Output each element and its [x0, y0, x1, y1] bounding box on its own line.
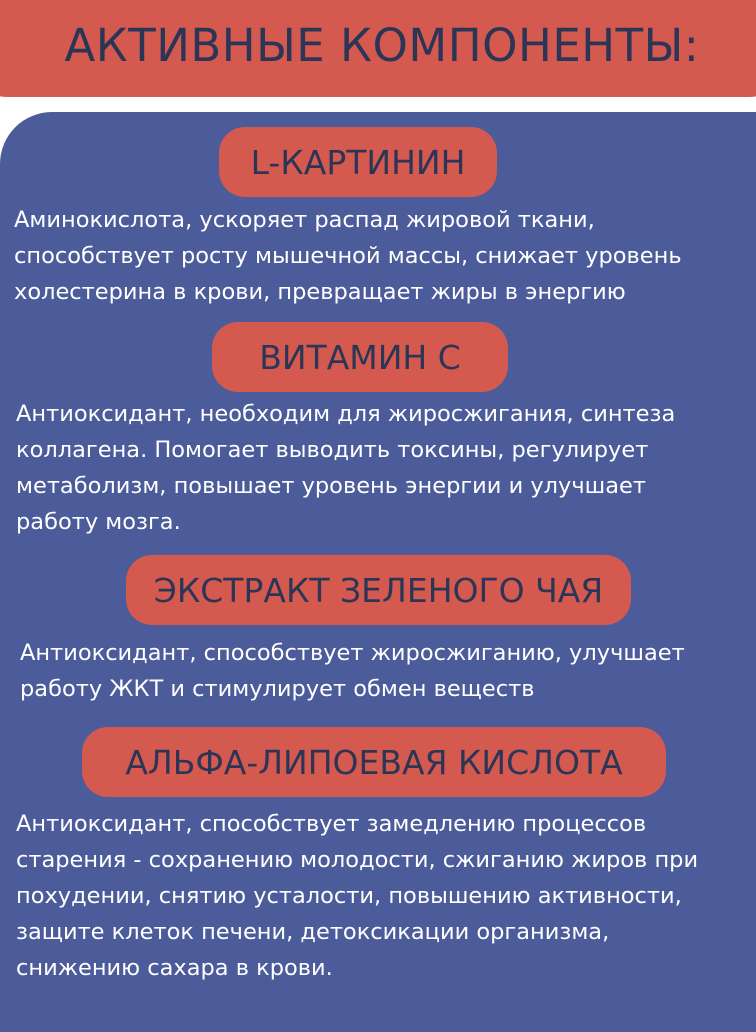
component-heading-label: ВИТАМИН С — [259, 337, 461, 377]
component-heading-label: ЭКСТРАКТ ЗЕЛЕНОГО ЧАЯ — [153, 570, 604, 610]
description-line: Аминокислота, ускоряет распад жировой ткани, — [14, 207, 595, 233]
component-description-alpha-lipoic-acid — [16, 806, 698, 986]
header-banner — [0, 0, 756, 97]
page-title: АКТИВНЫЕ КОМПОНЕНТЫ: — [64, 19, 700, 72]
description-line: метаболизм, повышает уровень энергии и улучшает — [16, 473, 646, 499]
description-line: защите клеток печени, детоксикации организма, — [16, 919, 610, 945]
component-heading-label: L-КАРТИНИН — [250, 142, 466, 182]
description-line: способствует росту мышечной массы, снижает уровень — [14, 243, 682, 269]
description-line: Антиоксидант, способствует замедлению процессов — [16, 811, 647, 837]
description-line: работу мозга. — [16, 509, 181, 535]
component-heading-label: АЛЬФА-ЛИПОЕВАЯ КИСЛОТА — [125, 742, 623, 782]
component-heading-l-carnitine — [219, 127, 497, 197]
component-description-vitamin-c — [16, 396, 675, 540]
component-heading-alpha-lipoic-acid — [82, 727, 666, 797]
description-line: Антиоксидант, способствует жиросжиганию, улучшает — [20, 640, 685, 666]
description-line: коллагена. Помогает выводить токсины, регулирует — [16, 437, 649, 463]
description-line: холестерина в крови, превращает жиры в энергию — [14, 279, 626, 305]
description-line: Антиоксидант, необходим для жиросжигания, синтеза — [16, 401, 676, 427]
description-line: работу ЖКТ и стимулирует обмен веществ — [20, 676, 535, 702]
description-line: снижению сахара в крови. — [16, 955, 333, 981]
component-description-l-carnitine — [14, 202, 682, 310]
component-description-green-tea-extract — [20, 635, 685, 707]
description-line: старения - сохранению молодости, сжиганию жиров при — [16, 847, 699, 873]
description-line: похудении, снятию усталости, повышению активности, — [16, 883, 682, 909]
component-heading-vitamin-c — [212, 322, 508, 392]
component-heading-green-tea-extract — [126, 555, 631, 625]
